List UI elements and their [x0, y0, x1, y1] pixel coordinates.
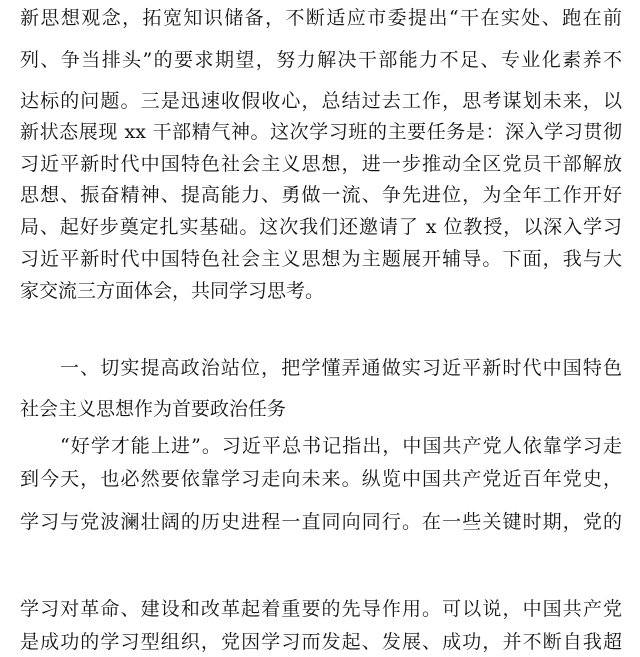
- text-line: 家交流三方面体会，共同学习思考。: [20, 280, 325, 302]
- text-line: “好学才能上进”。习近平总书记指出，中国共产党人依靠学习走: [60, 435, 622, 457]
- text-line: 是成功的学习型组织，党因学习而发起、发展、成功，并不断自我超: [20, 631, 622, 653]
- text-line: 列、争当排头”的要求期望，努力解决干部能力不足、专业化素养不: [20, 49, 622, 71]
- text-line: 学习与党波澜壮阔的历史进程一直同向同行。在一些关键时期，党的: [20, 511, 622, 533]
- text-line: 思想、振奋精神、提高能力、勇做一流、争先进位，为全年工作开好: [20, 184, 622, 206]
- text-line: 新思想观念，拓宽知识储备，不断适应市委提出“干在实处、跑在前: [20, 7, 622, 29]
- section-heading-line: 社会主义思想作为首要政治任务: [20, 398, 287, 420]
- text-line: 到今天，也必然要依靠学习走向未来。纵览中国共产党近百年党史，: [20, 468, 622, 490]
- text-line: 达标的问题。三是迅速收假收心，总结过去工作，思考谋划未来，以: [20, 90, 622, 112]
- text-line: 习近平新时代中国特色社会主义思想为主题展开辅导。下面，我与大: [20, 248, 622, 270]
- text-line: 习近平新时代中国特色社会主义思想，进一步推动全区党员干部解放: [20, 153, 622, 175]
- text-line: 局、起好步奠定扎实基础。这次我们还邀请了 x 位教授，以深入学习: [20, 216, 622, 238]
- text-line: 新状态展现 xx 干部精气神。这次学习班的主要任务是：深入学习贯彻: [20, 121, 622, 143]
- section-heading-line: 一、切实提高政治站位，把学懂弄通做实习近平新时代中国特色: [60, 357, 622, 379]
- text-line: 学习对革命、建设和改革起着重要的先导作用。可以说，中国共产党: [20, 598, 622, 620]
